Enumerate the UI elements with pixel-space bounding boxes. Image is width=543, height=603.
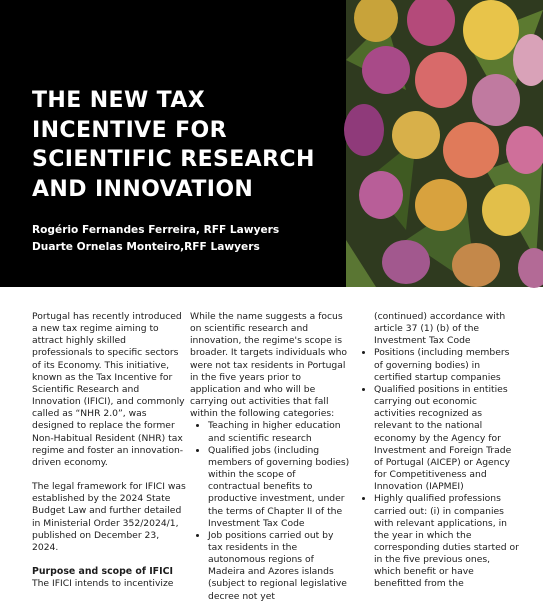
list-item: • Qualified positions in entities carrying out economic activities recognized as relevant to the national economy by the Agency for Investment and Foreign Trade of Portugal (AICEP) or Agency for Competitiveness and Innovation (IAPMEI) [374,384,519,493]
list-item: • Teaching in higher education and scientific research [208,420,350,444]
category-list-continued [359,311,519,591]
body-paragraph: The IFICI intends to incentivize [32,578,174,590]
tulips-photo [346,0,543,287]
author-line: Rogério Fernandes Ferreira, RFF Lawyers [32,224,280,236]
author-line: Duarte Ornelas Monteiro,RFF Lawyers [32,241,260,253]
body-paragraph: Portugal has recently introduced a new tax regime aiming to attract highly skilled professionals to specific sectors of its Economy. This initiative, known as the Tax Incentive for Scientific Research and Innovation (IFICI), and commonly called as “NHR 2.0”, was designed to replace the former Non-Habitual Resident (NHR) tax regime and foster an innovation-driven economy. [32,311,185,468]
list-item: • Job positions carried out by tax residents in the autonomous regions of Madeira and Azores islands (subject to regional legislative decree not yet [208,530,350,603]
list-item: • Qualified jobs (including members of governing bodies) within the scope of contractual benefits to productive investment, under the terms of Chapter II of the Investment Tax Code [208,445,350,530]
section-heading: Purpose and scope of IFICI [32,565,173,577]
article-title: THE NEW TAX INCENTIVE FOR SCIENTIFIC RESEARCH AND INNOVATION [32,88,315,202]
category-list [190,420,350,602]
list-item: • Positions (including members of governing bodies) in certified startup companies [374,347,519,383]
list-item: • Highly qualified professions carried out: (i) in companies with relevant applications, in the year in which the corresponding duties started or in the five previous ones, which benefit or have benefitted from the [374,493,519,590]
header-banner [0,0,543,287]
column-3 [359,311,519,591]
list-item-continuation: (continued) accordance with article 37 (1) (b) of the Investment Tax Code [374,311,506,347]
column-2 [190,311,350,603]
column-1 [32,311,187,590]
article-body [0,311,543,602]
author-list [32,222,279,256]
body-paragraph: While the name suggests a focus on scientific research and innovation, the regime's scope is broader. It targets individuals who were not tax residents in Portugal in the five years prior to application and who will be carrying out activities that fall within the following categories: [190,311,348,420]
body-paragraph: The legal framework for IFICI was established by the 2024 State Budget Law and further detailed in Ministerial Order 352/2024/1, published on December 23, 2024. [32,481,186,553]
